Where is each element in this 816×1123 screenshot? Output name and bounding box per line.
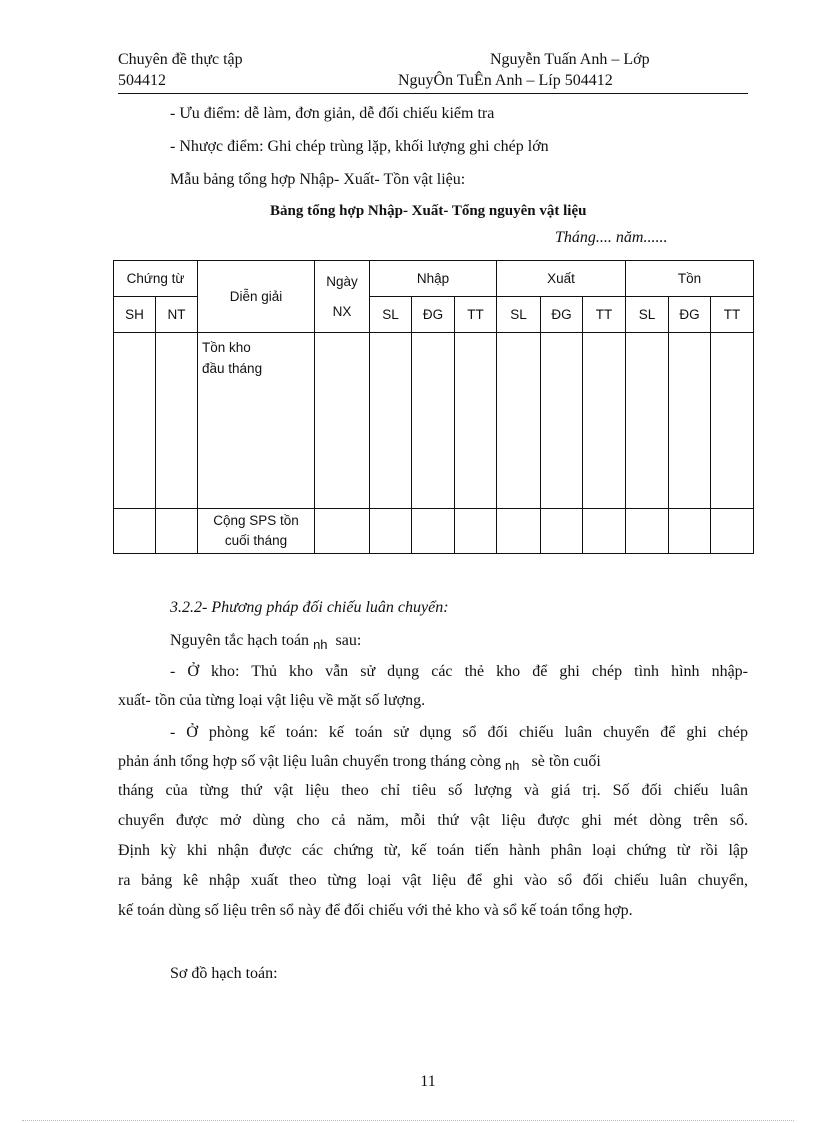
header-ton-dg: ĐG (669, 297, 711, 333)
header-ton-sl: SL (626, 297, 669, 333)
cons-line: - Nhược điểm: Ghi chép trùng lặp, khối lượng ghi chép lớn (170, 138, 549, 155)
header-xuat-dg: ĐG (541, 297, 583, 333)
header-sh: SH (114, 297, 156, 333)
para2-line1: - Ở phòng kế toán: kế toán sử dụng sổ đối chiếu luân chuyển để ghi chép (170, 724, 748, 741)
row-opening-line1: Tồn kho (202, 340, 251, 355)
para1-line1: - Ở kho: Thủ kho vẫn sử dụng các thẻ kho để ghi chép tình hình nhập- (170, 663, 748, 680)
header-right-line2: NguyÔn TuÊn Anh – Líp 504412 (398, 72, 613, 89)
para2-line6: ra bảng kê nhập xuất theo từng loại vật liệu để ghi vào sổ đối chiếu luân chuyển, (118, 872, 748, 889)
header-left-line2: 504412 (118, 72, 166, 89)
header-dien-giai: Diễn giải (198, 261, 315, 333)
para2-line7: kế toán dùng số liệu trên sổ này để đối chiếu với thẻ kho và sổ kế toán tổng hợp. (118, 902, 633, 919)
table-row-closing (114, 509, 754, 554)
row-closing-line2: cuối tháng (224, 533, 288, 548)
header-right-line1: Nguyễn Tuấn Anh – Lớp (490, 51, 650, 68)
para2-line5: Định kỳ khi nhận được các chứng từ, kế toán tiến hành phân loại chứng từ rồi lập (118, 842, 748, 859)
para2-line4: chuyển được mở dùng cho cả năm, mỗi thứ vật liệu được ghi mét dòng trên sổ. (118, 812, 748, 829)
header-xuat: Xuất (497, 261, 626, 297)
table-date: Tháng.... năm...... (555, 229, 668, 246)
para2-line2-a: phản ánh tổng hợp số vật liệu luân chuyển trong tháng còng (118, 753, 502, 770)
header-ngay: Ngày (326, 273, 358, 289)
para2-line3: tháng của từng thứ vật liệu theo chỉ tiêu số lượng và giá trị. Số đối chiếu luân (118, 782, 748, 799)
header-rule (118, 93, 748, 94)
header-chung-tu: Chứng từ (114, 261, 198, 297)
table-row-opening (114, 333, 754, 509)
inventory-summary-table (113, 260, 754, 554)
diagram-label: Sơ đồ hạch toán: (170, 965, 278, 982)
header-ton-tt: TT (711, 297, 754, 333)
para2-line2 (118, 752, 748, 772)
header-ton: Tồn (626, 261, 754, 297)
header-ngay-nx (315, 261, 370, 333)
header-nhap-dg: ĐG (412, 297, 455, 333)
section-heading: 3.2.2- Phương pháp đối chiếu luân chuyển: (170, 599, 449, 616)
header-nx: NX (332, 303, 352, 319)
row-closing-label (198, 509, 315, 554)
row-opening-line2: đầu tháng (202, 361, 263, 376)
para1-line2: xuất- tồn của từng loại vật liệu về mặt số lượng. (118, 692, 426, 709)
principle-nh: nh (313, 637, 328, 652)
sample-title: Mẫu bảng tổng hợp Nhập- Xuất- Tồn vật liệu: (170, 171, 466, 188)
para2-line2-nh: nh (505, 758, 520, 773)
para2-line2-b: sè tồn cuối (531, 753, 601, 770)
header-xuat-tt: TT (583, 297, 626, 333)
page-number: 11 (420, 1073, 436, 1090)
header-xuat-sl: SL (497, 297, 541, 333)
principle-line (170, 631, 800, 651)
header-nt: NT (156, 297, 198, 333)
principle-end: sau: (335, 632, 362, 649)
row-closing-line1: Cộng SPS tồn (213, 513, 299, 528)
footer-dotted-rule (22, 1120, 794, 1121)
table-caption: Bảng tổng hợp Nhập- Xuất- Tổng nguyên vật liệu (270, 203, 587, 219)
row-opening-label (198, 333, 315, 509)
principle-text: Nguyên tắc hạch toán (170, 632, 310, 649)
header-nhap: Nhập (370, 261, 497, 297)
header-left-line1: Chuyên đề thực tập (118, 51, 243, 68)
pros-line: - Ưu điểm: dễ làm, đơn giản, dễ đối chiếu kiểm tra (170, 105, 495, 122)
header-nhap-sl: SL (370, 297, 412, 333)
header-nhap-tt: TT (455, 297, 497, 333)
